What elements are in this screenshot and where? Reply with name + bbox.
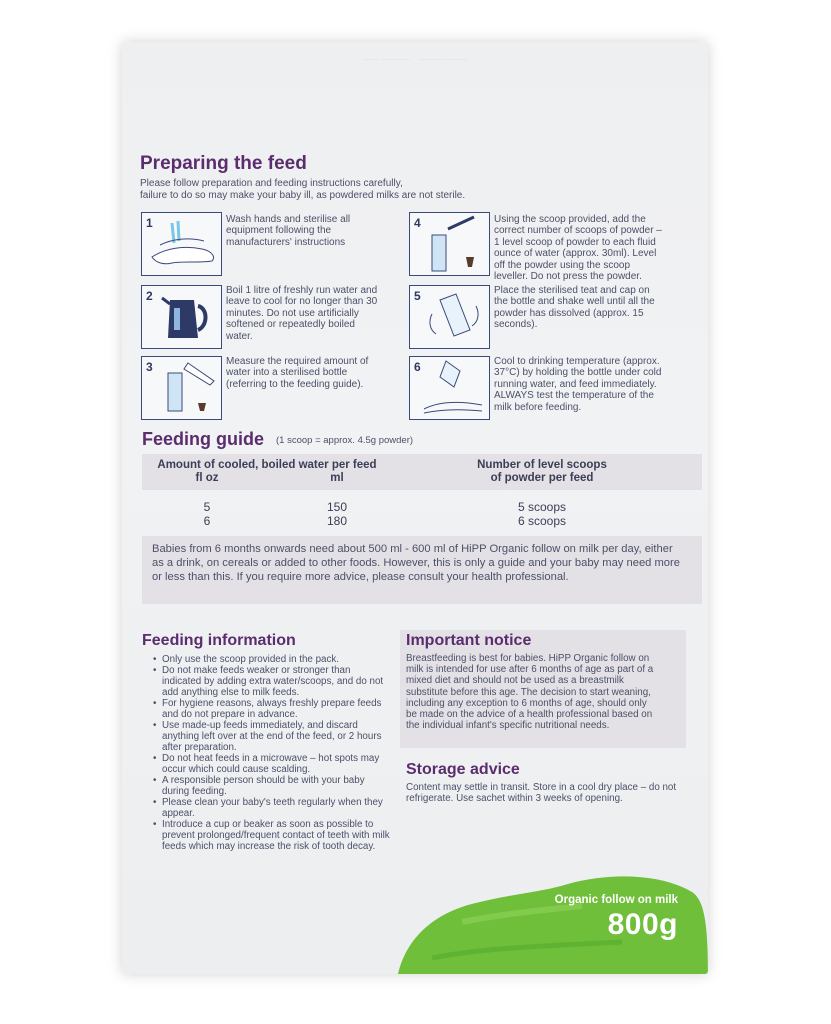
product-tagline: Organic follow on milk <box>554 894 678 906</box>
header-scoops-2: of powder per feed <box>490 472 594 484</box>
step-number: 1 <box>146 216 153 230</box>
list-item: • Use made-up feeds immediately, and discard anything left over at the end of the feed, or 2 hours after preparation. <box>162 720 392 753</box>
feeding-guide-note: (1 scoop = approx. 4.5g powder) <box>276 435 414 446</box>
important-title: Important notice <box>406 632 532 649</box>
step-3-illustration <box>141 356 222 420</box>
col-ml: ml <box>330 472 344 484</box>
shaking-bottle-icon <box>410 286 489 348</box>
header-water: Amount of cooled, boiled water per feed <box>157 459 377 471</box>
step-1-illustration <box>141 212 222 276</box>
scoop-bottle-icon <box>410 213 489 275</box>
step-4-illustration <box>409 212 490 276</box>
step-3-text: Measure the required amount of water into a sterilised bottle (referring to the feeding guide). <box>226 356 369 390</box>
storage-text: Content may settle in transit. Store in a cool dry place – do not refrigerate. Use sachet within 3 weeks of opening. <box>406 782 677 805</box>
row-2-ml: 180 <box>326 514 348 528</box>
list-item: • Do not heat feeds in a microwave – hot spots may occur which could cause scalding. <box>162 753 392 775</box>
feeding-info-list <box>152 654 392 852</box>
row-2-floz: 6 <box>203 514 211 528</box>
step-2-illustration <box>141 285 222 349</box>
package-back-panel <box>122 42 708 974</box>
row-1-ml: 150 <box>326 500 348 514</box>
step-5-illustration <box>409 285 490 349</box>
header-scoops-1: Number of level scoops <box>477 459 607 471</box>
step-number: 6 <box>414 360 421 374</box>
list-item: • For hygiene reasons, always freshly prepare feeds and do not prepare in advance. <box>162 698 392 720</box>
step-number: 3 <box>146 360 153 374</box>
hands-washing-icon <box>142 213 221 275</box>
important-text: Breastfeeding is best for babies. HiPP Organic follow on milk is intended for use after 6 months of age as part of a mixed diet and should not be used as a breastmilk substitute before this age. The decision to start weaning, including any exception to 6 months of age, should only be made on the advice of a health professional based on the individual infant's specific nutritional needs. <box>406 653 654 732</box>
pouring-water-icon <box>142 357 221 419</box>
kettle-icon <box>142 286 221 348</box>
row-1-floz: 5 <box>203 500 211 514</box>
step-number: 2 <box>146 289 153 303</box>
step-1-text: Wash hands and sterilise all equipment following the manufacturers' instructions <box>226 214 351 248</box>
step-number: 4 <box>414 216 421 230</box>
product-weight: 800g <box>607 908 678 941</box>
step-2-text: Boil 1 litre of freshly run water and leave to cool for no longer than 30 minutes. Do not use artificially softened or repeatedly boiled water. <box>226 285 378 342</box>
row-1-scoops: 5 scoops <box>517 500 567 514</box>
col-floz: fl oz <box>195 472 219 484</box>
preparing-title: Preparing the feed <box>140 153 307 174</box>
row-2-scoops: 6 scoops <box>517 514 567 528</box>
list-item: • Introduce a cup or beaker as soon as possible to prevent prolonged/frequent contact of teeth with milk feeds which may increase the risk of tooth decay. <box>162 819 392 852</box>
feeding-advice: Babies from 6 months onwards need about 500 ml - 600 ml of HiPP Organic follow on milk per day, either as a drink, on cereals or added to other foods. However, this is only a guide and your baby may need more or less than this. If you require more advice, please consult your health professional. <box>152 543 680 583</box>
preparing-intro-1: Please follow preparation and feeding instructions carefully, <box>140 178 403 189</box>
feeding-info-title: Feeding information <box>142 632 296 649</box>
list-item: • Do not make feeds weaker or stronger than indicated by adding extra water/scoops, and do not add anything else to milk feeds. <box>162 665 392 698</box>
preparing-intro-2: failure to do so may make your baby ill, as powdered milks are not sterile. <box>140 190 466 201</box>
fold-flaps <box>122 42 708 72</box>
feeding-guide-title: Feeding guide <box>142 429 265 449</box>
testing-temperature-icon <box>410 357 489 419</box>
list-item: • A responsible person should be with your baby during feeding. <box>162 775 392 797</box>
list-item: • Please clean your baby's teeth regularly when they appear. <box>162 797 392 819</box>
step-6-illustration <box>409 356 490 420</box>
step-6-text: Cool to drinking temperature (approx. 37°C) by holding the bottle under cold running water, and feed immediately. ALWAYS test the temperature of the milk before feeding. <box>494 356 662 413</box>
list-item: • Only use the scoop provided in the pack. <box>162 654 392 665</box>
storage-title: Storage advice <box>406 761 520 778</box>
step-4-text: Using the scoop provided, add the correct number of scoops of powder – 1 level scoop of powder to each fluid ounce of water (approx. 30ml). Level off the powder using the scoop leveller. Do not press the powder. <box>494 214 662 283</box>
step-number: 5 <box>414 289 421 303</box>
step-5-text: Place the sterilised teat and cap on the bottle and shake well until all the powder has dissolved (approx. 15 seconds). <box>494 285 655 331</box>
